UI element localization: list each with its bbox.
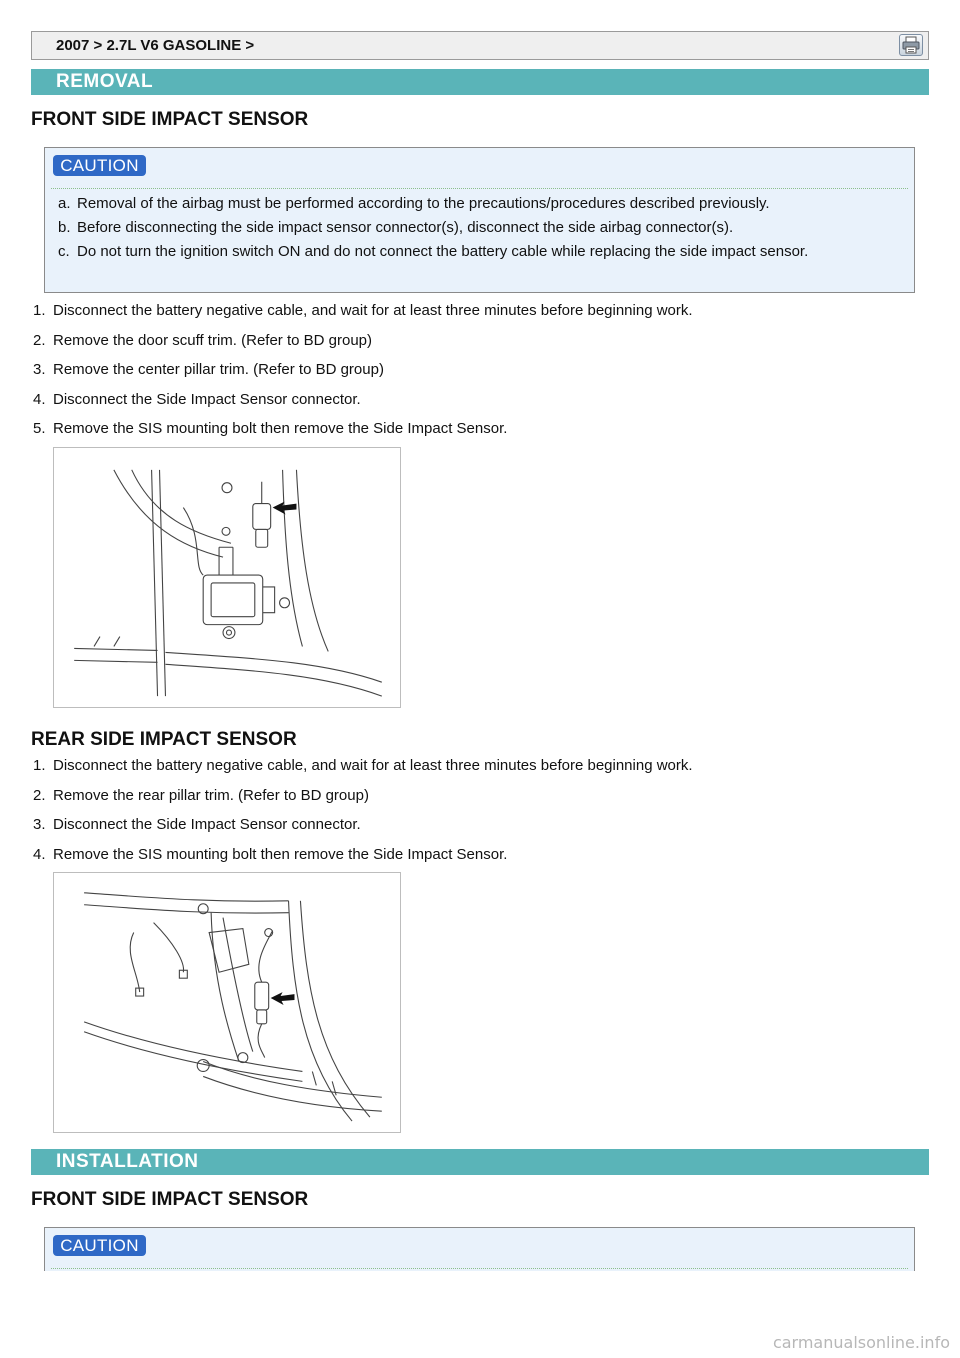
step-item (31, 330, 693, 360)
step-number: 3. (33, 816, 46, 834)
step-item (31, 359, 693, 389)
caution-text: Before disconnecting the side impact sensor connector(s), disconnect the side airbag connector(s). (77, 219, 734, 236)
step-item (31, 300, 693, 330)
rear-removal-heading: REAR SIDE IMPACT SENSOR (31, 729, 297, 750)
pointer-arrow-icon (271, 992, 295, 1005)
pointer-arrow-icon (273, 502, 297, 515)
caution-text: Removal of the airbag must be performed according to the precautions/procedures described previously. (77, 195, 770, 212)
step-number: 4. (33, 845, 46, 863)
caution-divider (51, 188, 908, 189)
caution-label: CAUTION (53, 1235, 146, 1256)
step-number: 5. (33, 420, 46, 438)
step-text: Disconnect the Side Impact Sensor connector. (53, 390, 361, 408)
step-text: Remove the door scuff trim. (Refer to BD group) (53, 331, 373, 349)
rear-removal-steps (31, 755, 693, 873)
caution-marker: a. (58, 195, 71, 212)
step-text: Remove the center pillar trim. (Refer to BD group) (53, 361, 384, 379)
front-installation-heading: FRONT SIDE IMPACT SENSOR (31, 1189, 309, 1210)
step-item (31, 844, 693, 874)
printer-icon (900, 35, 922, 55)
step-text: Remove the SIS mounting bolt then remove the Side Impact Sensor. (53, 845, 508, 863)
removal-section-bar (31, 69, 929, 95)
step-number: 2. (33, 331, 46, 349)
caution-item (45, 193, 914, 215)
installation-caution-box (44, 1227, 915, 1271)
print-button[interactable] (899, 34, 923, 56)
rear-sensor-drawing (54, 873, 400, 1132)
caution-item (45, 217, 914, 239)
front-removal-steps (31, 300, 693, 448)
step-item (31, 814, 693, 844)
caution-divider (51, 1268, 908, 1269)
caution-item (45, 241, 914, 263)
installation-section-bar (31, 1149, 929, 1175)
caution-text: Do not turn the ignition switch ON and do not connect the battery cable while replacing the side impact sensor. (77, 243, 809, 260)
caution-list (45, 193, 914, 265)
step-item (31, 755, 693, 785)
step-text: Disconnect the battery negative cable, and wait for at least three minutes before beginning work. (53, 302, 693, 319)
step-text: Disconnect the battery negative cable, and wait for at least three minutes before beginning work. (53, 757, 693, 774)
rear-sensor-figure (53, 872, 401, 1133)
step-item (31, 785, 693, 815)
breadcrumb-text: 2007 > 2.7L V6 GASOLINE > (56, 37, 255, 54)
step-text: Remove the SIS mounting bolt then remove the Side Impact Sensor. (53, 420, 508, 438)
step-number: 1. (33, 757, 46, 774)
step-number: 3. (33, 361, 46, 379)
caution-box (44, 147, 915, 293)
breadcrumb (31, 31, 929, 60)
front-removal-heading: FRONT SIDE IMPACT SENSOR (31, 109, 309, 130)
caution-marker: c. (58, 243, 70, 260)
step-text: Disconnect the Side Impact Sensor connector. (53, 816, 361, 834)
caution-marker: b. (58, 219, 71, 236)
front-sensor-drawing (54, 448, 400, 707)
installation-section-title: INSTALLATION (56, 1151, 199, 1172)
step-item (31, 418, 693, 448)
step-text: Remove the rear pillar trim. (Refer to BD group) (53, 786, 369, 804)
step-number: 2. (33, 786, 46, 804)
removal-section-title: REMOVAL (56, 71, 154, 92)
caution-label: CAUTION (53, 155, 146, 176)
step-item (31, 389, 693, 419)
step-number: 1. (33, 302, 46, 319)
step-number: 4. (33, 390, 46, 408)
front-sensor-figure (53, 447, 401, 708)
watermark: carmanualsonline.info (772, 1333, 950, 1352)
